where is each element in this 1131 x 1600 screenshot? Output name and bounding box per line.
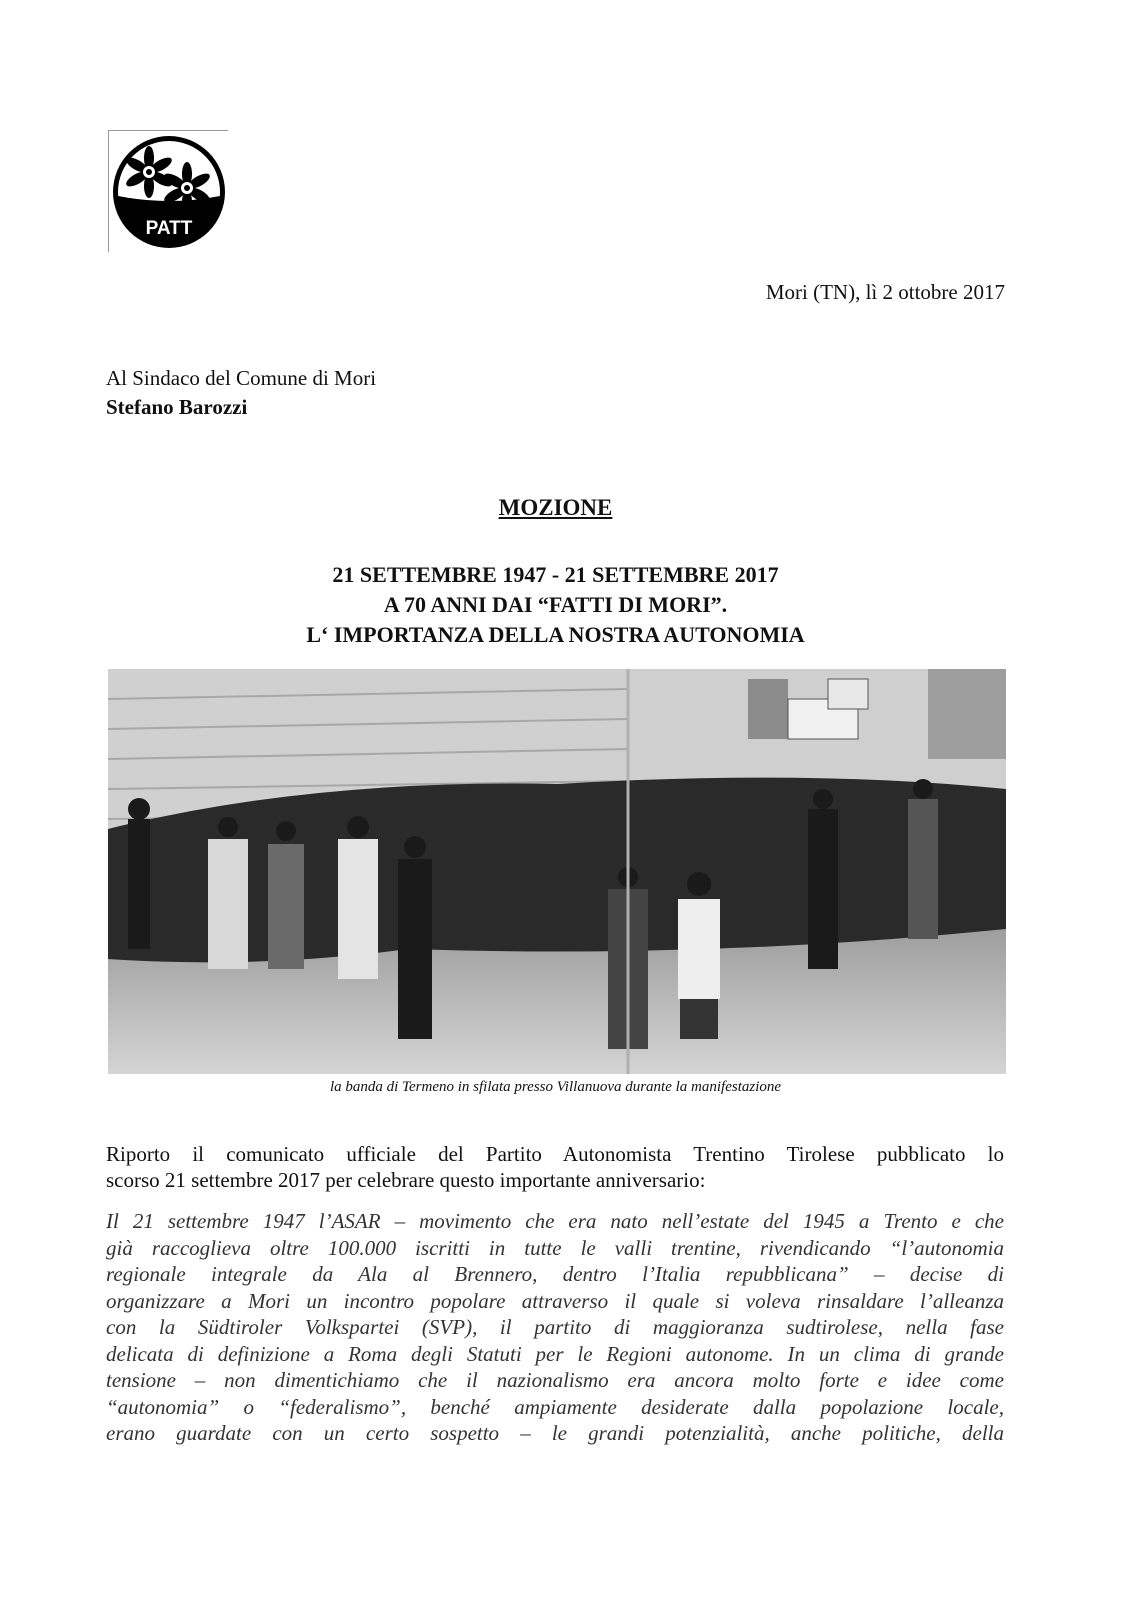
recipient-line: Al Sindaco del Comune di Mori [106, 366, 377, 390]
quoted-statement [106, 1208, 1004, 1447]
document-title: MOZIONE [498, 495, 613, 520]
quote-line: con la Südtiroler Volkspartei (SVP), il partito di maggioranza sudtirolese, nella fase [106, 1315, 1004, 1339]
quote-line: tensione – non dimentichiamo che il nazionalismo era ancora molto forte e idee come [106, 1368, 1004, 1392]
letter-date: Mori (TN), lì 2 ottobre 2017 [765, 280, 1005, 304]
quote-line: delicata di definizione a Roma degli Statuti per le Regioni autonome. In un clima di grande [106, 1341, 1004, 1366]
recipient-name: Stefano Barozzi [106, 395, 248, 419]
quote-line: “autonomia” o “federalismo”, benché ampiamente desiderate dalla popolazione locale, [106, 1394, 1004, 1419]
quote-line: regionale integrale da Ala al Brennero, dentro l’Italia repubblicana” – decise di [106, 1262, 1004, 1286]
intro-line: scorso 21 settembre 2017 per celebrare questo importante anniversario: [106, 1168, 706, 1192]
logo-text: PATT [145, 218, 193, 239]
intro-paragraph [106, 1141, 1004, 1193]
quote-line: organizzare a Mori un incontro popolare attraverso il quale si voleva rinsaldare l’alleanza [106, 1288, 1004, 1313]
recipient-block [106, 364, 376, 422]
edelweiss-icon [111, 134, 227, 250]
photo-caption: la banda di Termeno in sfilata presso Villanuova durante la manifestazione [329, 1079, 782, 1095]
quote-line: erano guardate con un certo sospetto – le grandi potenzialità, anche politiche, della [106, 1421, 1004, 1445]
intro-line: Riporto il comunicato ufficiale del Partito Autonomista Trentino Tirolese pubblicato lo [106, 1142, 1004, 1166]
party-logo [108, 130, 228, 252]
quote-line: già raccoglieva oltre 100.000 iscritti in tutte le valli trentine, rivendicando “l’autonomia [106, 1235, 1004, 1260]
historical-photo [108, 669, 1006, 1074]
document-subtitle [0, 560, 1111, 650]
subtitle-line: 21 SETTEMBRE 1947 - 21 SETTEMBRE 2017 [332, 562, 779, 587]
subtitle-line: A 70 ANNI DAI “FATTI DI MORI”. [383, 592, 728, 617]
subtitle-line: L‘ IMPORTANZA DELLA NOSTRA AUTONOMIA [306, 622, 805, 647]
quote-line: Il 21 settembre 1947 l’ASAR – movimento che era nato nell’estate del 1945 a Trento e che [106, 1209, 1004, 1233]
